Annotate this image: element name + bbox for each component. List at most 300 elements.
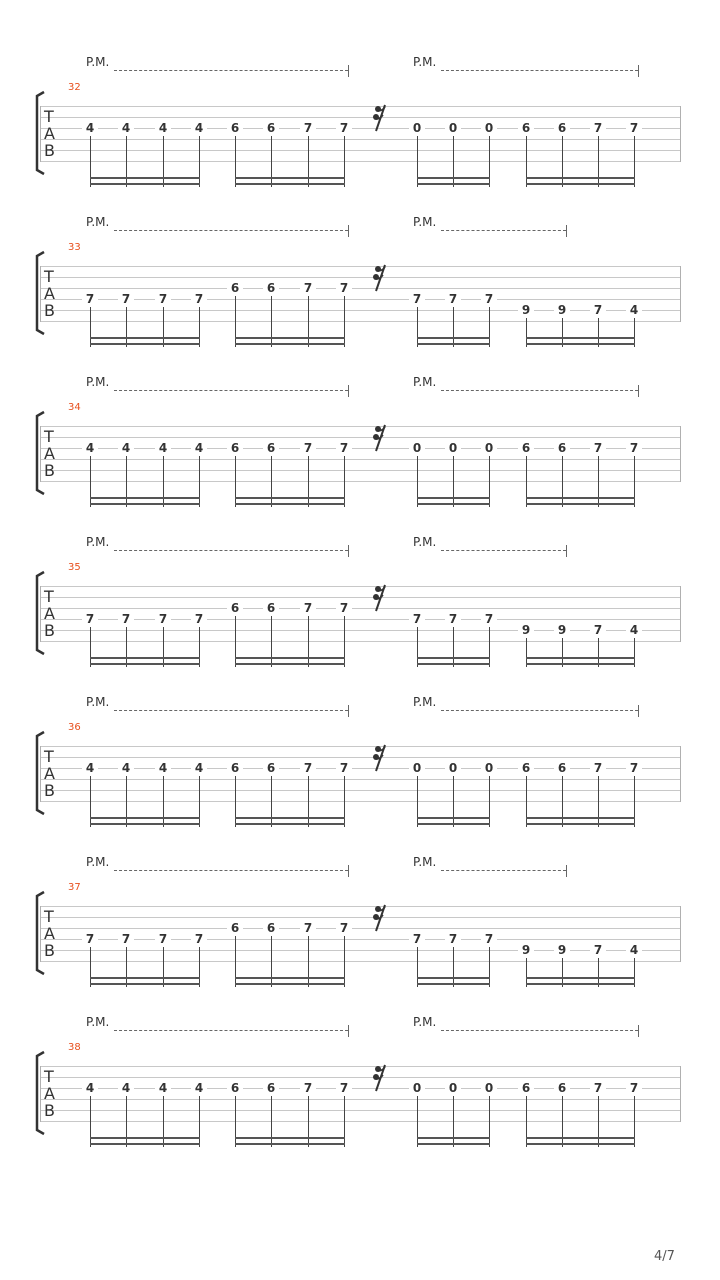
fret-number: 9 [518,303,534,317]
barline-end [680,266,681,322]
note-stem [235,1096,236,1147]
fret-number: 7 [118,612,134,626]
note-stem [598,1096,599,1147]
note-beam [235,983,345,985]
note-stem [526,136,527,187]
fret-number: 6 [263,441,279,455]
note-stem [308,1096,309,1147]
staff-line [40,310,681,311]
note-beam [235,817,345,819]
note-beam [417,823,490,825]
fret-number: 7 [300,121,316,135]
note-stem [199,776,200,827]
palm-mute-dashed-line [114,390,348,391]
tab-clef-letter-a: A [44,444,55,463]
palm-mute-dashed-line [441,710,638,711]
note-beam [90,983,200,985]
fret-number: 7 [336,281,352,295]
barline-end [680,426,681,482]
tab-clef-letter-t: T [44,107,54,126]
note-stem [90,776,91,827]
note-stem [90,456,91,507]
staff-line [40,630,681,631]
palm-mute-label: P.M. [86,375,110,389]
staff-line [40,746,681,747]
fret-number: 7 [481,932,497,946]
palm-mute-dashed-line [441,550,566,551]
note-stem [453,307,454,347]
note-stem [126,1096,127,1147]
fret-number: 4 [82,1081,98,1095]
staff-line [40,150,681,151]
staff-line [40,437,681,438]
barline-end [680,1066,681,1122]
palm-mute-label: P.M. [413,215,437,229]
fret-number: 7 [409,292,425,306]
note-stem [308,136,309,187]
palm-mute-label: P.M. [86,695,110,709]
sixteenth-rest-icon [370,264,390,296]
note-stem [344,1096,345,1147]
fret-number: 0 [409,441,425,455]
palm-mute-end-tick [348,545,349,557]
palm-mute-label: P.M. [86,855,110,869]
fret-number: 9 [518,623,534,637]
staff-line [40,299,681,300]
note-beam [235,183,345,185]
fret-number: 4 [82,761,98,775]
note-stem [308,616,309,667]
staff-line [40,1110,681,1111]
note-stem [126,456,127,507]
note-stem [562,136,563,187]
fret-number: 4 [191,761,207,775]
tab-clef-letter-a: A [44,764,55,783]
tab-clef-letter-a: A [44,604,55,623]
fret-number: 6 [554,121,570,135]
note-stem [526,456,527,507]
fret-number: 6 [227,281,243,295]
note-beam [235,663,345,665]
note-beam [417,497,490,499]
palm-mute-label: P.M. [413,1015,437,1029]
staff-line [40,277,681,278]
fret-number: 4 [626,303,642,317]
palm-mute-label: P.M. [413,55,437,69]
fret-number: 7 [82,612,98,626]
fret-number: 7 [481,612,497,626]
palm-mute-end-tick [638,65,639,77]
measure-number: 37 [68,882,81,893]
sixteenth-rest-icon [370,904,390,936]
fret-number: 4 [191,441,207,455]
palm-mute-label: P.M. [413,855,437,869]
fret-number: 0 [445,121,461,135]
note-stem [634,456,635,507]
fret-number: 4 [155,761,171,775]
palm-mute-end-tick [566,545,567,557]
palm-mute-dashed-line [114,550,348,551]
note-beam [417,983,490,985]
tab-clef-letter-a: A [44,124,55,143]
staff-line [40,117,681,118]
fret-number: 7 [336,921,352,935]
fret-number: 4 [191,1081,207,1095]
note-stem [417,627,418,667]
tab-clef-letter-b: B [44,781,55,800]
fret-number: 4 [155,1081,171,1095]
staff-line [40,779,681,780]
sixteenth-rest-icon [370,584,390,616]
tab-clef-letter-t: T [44,427,54,446]
palm-mute-dashed-line [114,870,348,871]
note-stem [271,776,272,827]
note-beam [526,343,635,345]
staff-line [40,906,681,907]
palm-mute-dashed-line [114,1030,348,1031]
note-beam [526,503,635,505]
note-stem [489,136,490,187]
note-stem [235,296,236,347]
note-stem [634,776,635,827]
fret-number: 7 [626,1081,642,1095]
fret-number: 0 [445,761,461,775]
fret-number: 7 [300,1081,316,1095]
fret-number: 7 [191,932,207,946]
fret-number: 6 [518,761,534,775]
fret-number: 0 [409,121,425,135]
fret-number: 7 [155,612,171,626]
palm-mute-end-tick [638,705,639,717]
fret-number: 6 [518,441,534,455]
palm-mute-dashed-line [441,1030,638,1031]
note-stem [308,456,309,507]
staff-line [40,1066,681,1067]
note-beam [417,1137,490,1139]
fret-number: 4 [155,441,171,455]
note-stem [344,296,345,347]
note-beam [235,503,345,505]
fret-number: 7 [590,441,606,455]
fret-number: 9 [554,303,570,317]
palm-mute-dashed-line [114,230,348,231]
note-beam [417,177,490,179]
note-beam [526,817,635,819]
note-beam [235,343,345,345]
sixteenth-rest-icon [370,104,390,136]
staff-line [40,481,681,482]
note-stem [417,1096,418,1147]
tab-clef-letter-b: B [44,941,55,960]
note-beam [526,497,635,499]
note-stem [453,456,454,507]
staff-line [40,459,681,460]
note-beam [90,337,200,339]
tab-clef-letter-t: T [44,587,54,606]
fret-number: 6 [554,1081,570,1095]
note-beam [235,497,345,499]
fret-number: 7 [300,921,316,935]
note-stem [90,307,91,347]
palm-mute-end-tick [348,65,349,77]
note-stem [271,136,272,187]
barline-end [680,106,681,162]
measure-number: 38 [68,1042,81,1053]
tab-system-32 [0,55,720,218]
note-stem [526,1096,527,1147]
fret-number: 7 [590,943,606,957]
fret-number: 6 [263,601,279,615]
note-beam [90,657,200,659]
fret-number: 7 [300,441,316,455]
note-stem [634,1096,635,1147]
fret-number: 7 [590,761,606,775]
fret-number: 6 [263,1081,279,1095]
tab-clef-letter-b: B [44,1101,55,1120]
palm-mute-end-tick [348,865,349,877]
note-stem [271,616,272,667]
note-stem [453,947,454,987]
note-stem [417,136,418,187]
fret-number: 7 [336,121,352,135]
staff-line [40,161,681,162]
staff-line [40,801,681,802]
note-beam [235,657,345,659]
palm-mute-label: P.M. [413,695,437,709]
note-beam [417,183,490,185]
tab-clef-letter-t: T [44,267,54,286]
note-stem [163,136,164,187]
fret-number: 6 [518,121,534,135]
tab-clef-letter-b: B [44,141,55,160]
palm-mute-dashed-line [114,710,348,711]
note-stem [199,947,200,987]
palm-mute-label: P.M. [86,55,110,69]
note-stem [163,1096,164,1147]
note-beam [417,817,490,819]
note-beam [526,823,635,825]
staff-line [40,619,681,620]
note-stem [271,1096,272,1147]
note-stem [526,776,527,827]
note-stem [199,307,200,347]
palm-mute-label: P.M. [413,375,437,389]
fret-number: 9 [554,943,570,957]
note-stem [489,456,490,507]
fret-number: 7 [409,612,425,626]
measure-number: 35 [68,562,81,573]
note-stem [163,776,164,827]
note-stem [126,947,127,987]
note-beam [417,977,490,979]
note-stem [199,1096,200,1147]
note-stem [308,296,309,347]
fret-number: 4 [191,121,207,135]
measure-number: 34 [68,402,81,413]
palm-mute-end-tick [348,1025,349,1037]
palm-mute-dashed-line [114,70,348,71]
note-stem [308,936,309,987]
tab-clef-letter-b: B [44,301,55,320]
fret-number: 7 [590,121,606,135]
fret-number: 6 [263,121,279,135]
fret-number: 7 [118,932,134,946]
fret-number: 0 [481,121,497,135]
tab-clef-letter-a: A [44,924,55,943]
staff-line [40,939,681,940]
note-beam [526,977,635,979]
fret-number: 4 [155,121,171,135]
note-stem [235,936,236,987]
fret-number: 7 [191,612,207,626]
fret-number: 7 [409,932,425,946]
tab-clef-letter-t: T [44,907,54,926]
fret-number: 7 [300,601,316,615]
note-stem [235,456,236,507]
barline-end [680,586,681,642]
note-stem [344,456,345,507]
note-stem [417,947,418,987]
fret-number: 7 [336,601,352,615]
palm-mute-end-tick [348,225,349,237]
staff-line [40,321,681,322]
note-beam [235,823,345,825]
note-beam [90,1137,200,1139]
note-beam [235,1137,345,1139]
palm-mute-end-tick [348,705,349,717]
note-stem [199,136,200,187]
staff-line [40,128,681,129]
fret-number: 7 [82,932,98,946]
fret-number: 4 [118,761,134,775]
note-stem [163,456,164,507]
note-stem [344,776,345,827]
palm-mute-end-tick [638,385,639,397]
fret-number: 7 [445,932,461,946]
staff-line [40,608,681,609]
tab-system-37 [0,855,720,1018]
fret-number: 6 [227,921,243,935]
staff-line [40,470,681,471]
sixteenth-rest-icon [370,1064,390,1096]
sixteenth-rest-icon [370,424,390,456]
note-beam [90,1143,200,1145]
staff-line [40,1099,681,1100]
palm-mute-label: P.M. [86,215,110,229]
note-stem [90,1096,91,1147]
fret-number: 7 [300,281,316,295]
note-beam [235,977,345,979]
note-beam [90,823,200,825]
fret-number: 0 [445,1081,461,1095]
fret-number: 7 [590,623,606,637]
fret-number: 7 [82,292,98,306]
note-stem [126,136,127,187]
note-stem [271,936,272,987]
note-beam [90,503,200,505]
staff-line [40,768,681,769]
measure-number: 36 [68,722,81,733]
note-beam [526,337,635,339]
staff-line [40,288,681,289]
note-stem [344,616,345,667]
note-beam [417,343,490,345]
note-stem [90,947,91,987]
note-stem [598,136,599,187]
fret-number: 6 [227,121,243,135]
staff-line [40,1121,681,1122]
note-beam [526,183,635,185]
note-beam [526,177,635,179]
staff-line [40,757,681,758]
note-stem [90,627,91,667]
fret-number: 6 [518,1081,534,1095]
note-stem [417,456,418,507]
note-stem [126,776,127,827]
staff-line [40,790,681,791]
measure-number: 32 [68,82,81,93]
note-stem [199,456,200,507]
staff-line [40,106,681,107]
staff-line [40,1077,681,1078]
tab-clef-letter-a: A [44,1084,55,1103]
tab-system-33 [0,215,720,378]
palm-mute-dashed-line [441,870,566,871]
note-stem [489,776,490,827]
tab-system-34 [0,375,720,538]
fret-number: 7 [626,121,642,135]
note-stem [562,776,563,827]
fret-number: 7 [336,761,352,775]
note-beam [90,977,200,979]
fret-number: 6 [227,761,243,775]
palm-mute-end-tick [348,385,349,397]
note-beam [90,497,200,499]
fret-number: 7 [626,761,642,775]
tab-clef-letter-a: A [44,284,55,303]
fret-number: 9 [554,623,570,637]
fret-number: 0 [481,1081,497,1095]
staff-line [40,597,681,598]
note-stem [489,627,490,667]
sixteenth-rest-icon [370,744,390,776]
fret-number: 7 [481,292,497,306]
fret-number: 7 [191,292,207,306]
note-stem [598,776,599,827]
note-beam [417,663,490,665]
fret-number: 7 [590,1081,606,1095]
note-stem [126,627,127,667]
note-stem [417,776,418,827]
note-stem [453,1096,454,1147]
staff-line [40,950,681,951]
note-stem [453,136,454,187]
note-stem [271,296,272,347]
note-stem [235,136,236,187]
staff-line [40,928,681,929]
note-beam [90,663,200,665]
tab-system-36 [0,695,720,858]
fret-number: 7 [155,932,171,946]
note-stem [344,936,345,987]
note-beam [417,657,490,659]
note-stem [163,307,164,347]
note-stem [417,307,418,347]
tab-clef-letter-b: B [44,461,55,480]
palm-mute-dashed-line [441,230,566,231]
palm-mute-dashed-line [441,390,638,391]
fret-number: 0 [445,441,461,455]
